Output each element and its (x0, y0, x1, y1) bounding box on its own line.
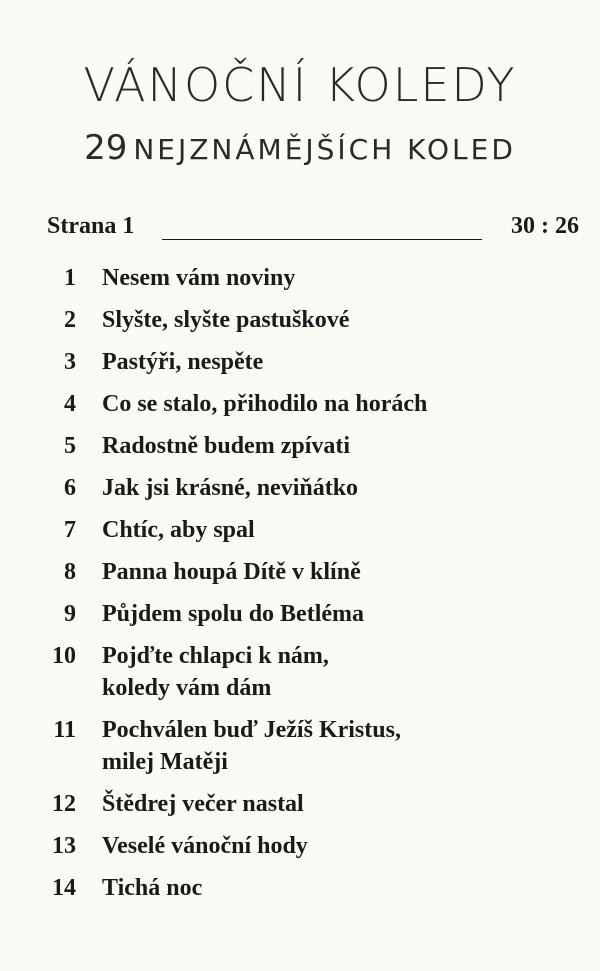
track-title-line: Pojďte chlapci k nám, (102, 643, 329, 669)
track-title-line: Slyšte, slyšte pastuškové (102, 307, 350, 333)
track-item (0, 598, 600, 630)
track-title-line: Tichá noc (102, 875, 203, 901)
track-title-line: milej Matěji (102, 749, 228, 775)
track-item (0, 714, 600, 778)
track-item (0, 388, 600, 420)
track-number: 13 (52, 833, 76, 859)
track-title-line: Jak jsi krásné, neviňátko (102, 475, 359, 501)
track-number: 9 (64, 601, 76, 627)
track-item (0, 472, 600, 504)
side-duration: 30 : 26 (511, 213, 579, 239)
track-title-line: Pastýři, nespěte (102, 349, 264, 375)
side-header (47, 213, 579, 249)
track-title-line: Radostně budem zpívati (102, 433, 351, 459)
album-title: VÁNOČNÍ KOLEDY (83, 58, 517, 112)
track-number: 4 (64, 391, 76, 417)
track-number: 5 (64, 433, 76, 459)
track-item (0, 430, 600, 462)
track-number: 12 (52, 791, 76, 817)
track-title-line: koledy vám dám (102, 675, 272, 701)
track-title-line: Chtíc, aby spal (102, 517, 255, 543)
track-item (0, 788, 600, 820)
track-number: 8 (64, 559, 76, 585)
track-item (0, 556, 600, 588)
track-item (0, 830, 600, 862)
track-number: 1 (64, 265, 76, 291)
track-item (0, 872, 600, 904)
track-title-line: Veselé vánoční hody (102, 833, 308, 859)
subtitle-song-count: 29 (84, 128, 128, 168)
track-item (0, 304, 600, 336)
track-title-line: Pochválen buď Ježíš Kristus, (102, 717, 401, 743)
track-number: 6 (64, 475, 76, 501)
track-number: 11 (53, 717, 76, 743)
track-title-line: Panna houpá Dítě v klíně (102, 559, 361, 585)
track-item (0, 262, 600, 294)
track-title-line: Nesem vám noviny (102, 265, 296, 291)
album-subtitle (0, 128, 600, 168)
side-divider-line (162, 239, 482, 240)
track-list (0, 262, 600, 914)
track-number: 10 (52, 643, 76, 669)
track-item (0, 514, 600, 546)
track-item (0, 346, 600, 378)
track-item (0, 640, 600, 704)
track-number: 2 (64, 307, 76, 333)
subtitle-text: NEJZNÁMĚJŠÍCH KOLED (133, 133, 516, 166)
track-number: 7 (64, 517, 76, 543)
track-number: 14 (52, 875, 76, 901)
track-title-line: Štědrej večer nastal (102, 791, 304, 817)
side-label: Strana 1 (47, 213, 135, 239)
track-number: 3 (64, 349, 76, 375)
track-title-line: Půjdem spolu do Betléma (102, 601, 365, 627)
track-title-line: Co se stalo, přihodilo na horách (102, 391, 428, 417)
